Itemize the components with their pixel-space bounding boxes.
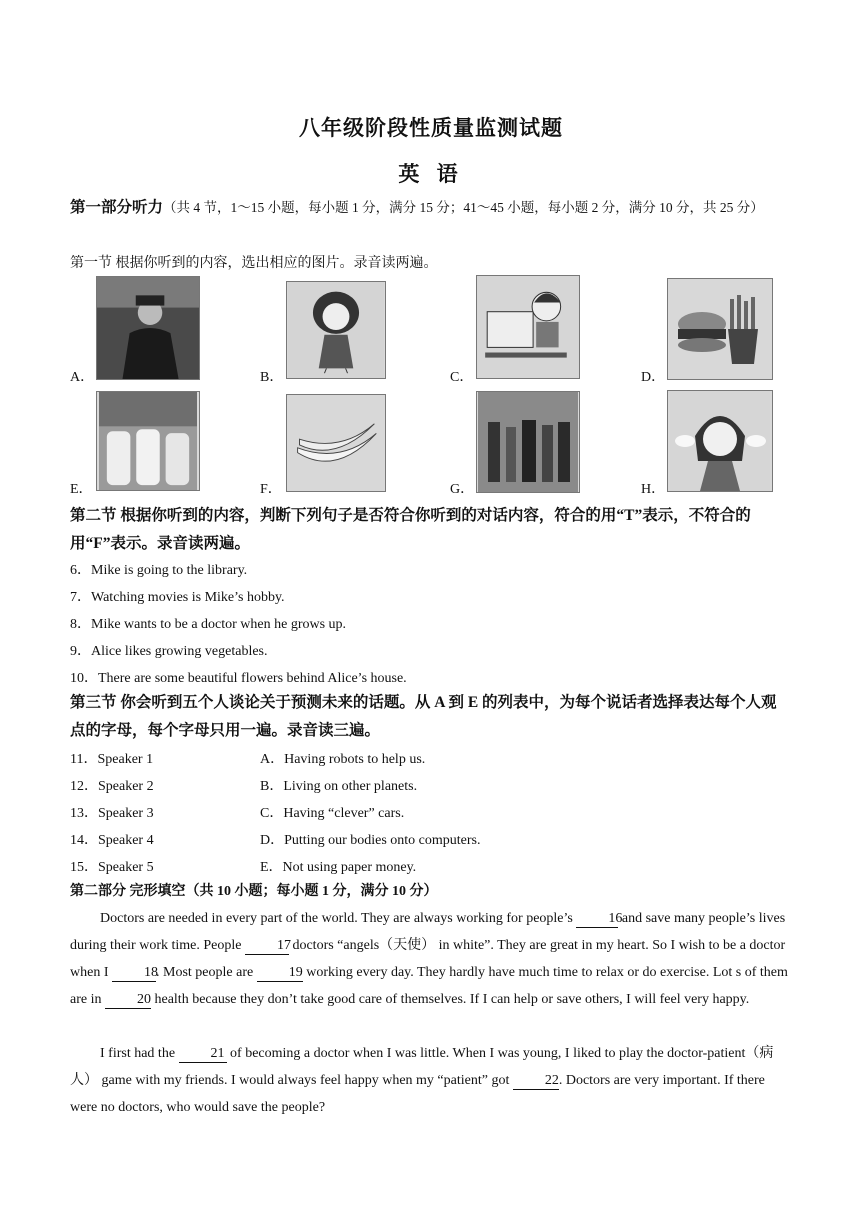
- bananas-drawing-icon: [286, 394, 386, 492]
- statement-item: 9．Alice likes growing vegetables.: [70, 644, 268, 659]
- picture-label-a: A．: [70, 370, 95, 385]
- option-item: B．Living on other planets.: [260, 779, 418, 794]
- blank-17[interactable]: 17: [245, 938, 289, 955]
- blank-22[interactable]: 22: [513, 1073, 559, 1090]
- part1-heading: 第一部分听力: [70, 199, 164, 216]
- option-item: D．Putting our bodies onto computers.: [260, 833, 481, 848]
- blank-21[interactable]: 21: [179, 1046, 227, 1063]
- blank-16[interactable]: 16: [576, 911, 618, 928]
- picture-label-f: F．: [260, 482, 282, 497]
- speaker-item: 11．Speaker 1: [70, 752, 154, 767]
- option-item: C．Having “clever” cars.: [260, 806, 405, 821]
- subject-title: 英 语: [398, 162, 464, 186]
- speaker-item: 14．Speaker 4: [70, 833, 154, 848]
- speaker-item: 15．Speaker 5: [70, 860, 154, 875]
- hamburger-fries-drawing-icon: [667, 278, 773, 380]
- milk-bottles-photo-icon: [96, 391, 200, 491]
- part1-header: [70, 194, 792, 222]
- picture-label-g: G．: [450, 482, 475, 497]
- option-item: E．Not using paper money.: [260, 860, 417, 875]
- girl-drawing-icon: [286, 281, 386, 379]
- crowd-street-photo-icon: [476, 391, 580, 493]
- picture-label-h: H．: [641, 482, 666, 497]
- exam-title: 八年级阶段性质量监测试题: [299, 116, 563, 140]
- speaker-item: 12．Speaker 2: [70, 779, 154, 794]
- blank-18[interactable]: 18: [112, 965, 156, 982]
- blank-20[interactable]: 20: [105, 992, 151, 1009]
- section3-instruction: 第三节 你会听到五个人谈论关于预测未来的话题。从 A 到 E 的列表中，为每个说话者选择表达每个人观点的字母，每个字母只用一遍。录音读三遍。: [70, 694, 777, 739]
- section2-instruction: 第二节 根据你听到的内容，判断下列句子是否符合你听到的对话内容，符合的用“T”表示，不符合的用“F”表示。录音读两遍。: [70, 507, 751, 552]
- part1-note: （共 4 节，1～15 小题，每小题 1 分，满分 15 分；41～45 小题，每小题 2 分，满分 10 分，共 25 分）: [163, 200, 764, 215]
- blank-19[interactable]: 19: [257, 965, 303, 982]
- picture-label-b: B．: [260, 370, 284, 385]
- statement-item: 10．There are some beautiful flowers behind Alice’s house.: [70, 671, 407, 686]
- section1-instruction: 第一节 根据你听到的内容，选出相应的图片。录音读两遍。: [70, 256, 438, 271]
- statement-item: 6．Mike is going to the library.: [70, 563, 248, 578]
- picture-label-d: D．: [641, 370, 666, 385]
- speaker-item: 13．Speaker 3: [70, 806, 154, 821]
- boy-computer-drawing-icon: [476, 275, 580, 379]
- angry-woman-drawing-icon: [667, 390, 773, 492]
- option-item: A．Having robots to help us.: [260, 752, 426, 767]
- statement-item: 7．Watching movies is Mike’s hobby.: [70, 590, 285, 605]
- cloze-paragraph-1: Doctors are needed in every part of the world. They are always working for people’s 16 and save many people’s lives during their work time. People 17 doctors “angels（天使） in white”. They are great in my heart. So I wish to be a doctor when I 18. Most people are 19 working every day. They hardly have much time to relax or do exercise. Lot s of them are in 20 health because they don’t take good care of themselves. If I can help or save others, I will feel very happy.: [70, 911, 788, 1007]
- picture-label-e: E．: [70, 482, 93, 497]
- cloze-paragraph-2: I first had the 21 of becoming a doctor when I was little. When I was young, I liked to play the doctor-patient（病人） game with my friends. I would always feel happy when my “patient” got 22. Doctors are very important. If there were no doctors, who would save the people?: [70, 1046, 774, 1115]
- picture-label-c: C．: [450, 370, 474, 385]
- statement-item: 8．Mike wants to be a doctor when he grows up.: [70, 617, 347, 632]
- police-officer-photo-icon: [96, 276, 200, 380]
- part2-heading: 第二部分 完形填空（共 10 小题；每小题 1 分，满分 10 分）: [70, 884, 438, 899]
